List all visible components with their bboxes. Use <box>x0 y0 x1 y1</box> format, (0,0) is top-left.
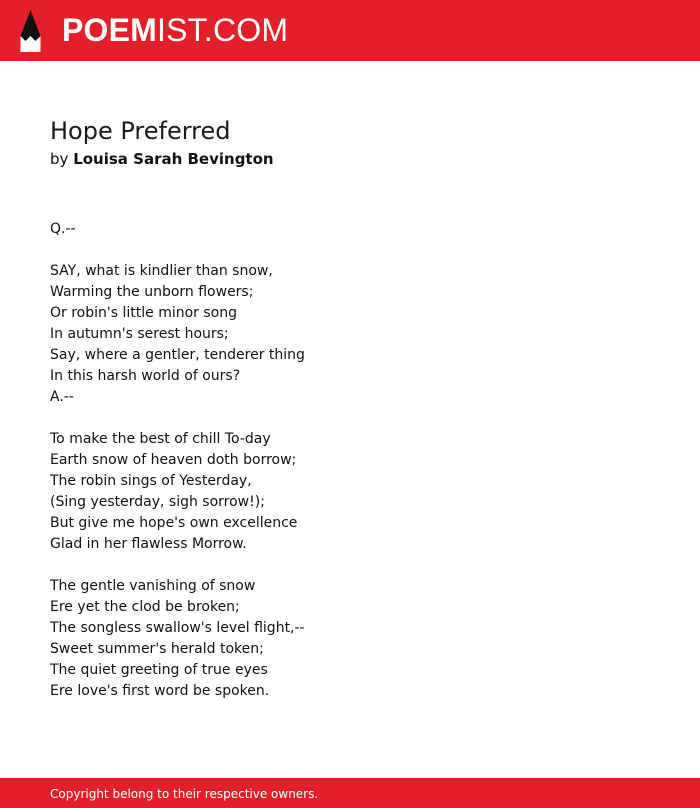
pencil-logo-icon[interactable] <box>18 10 43 52</box>
brand-strong-text: POEM <box>62 12 158 48</box>
poem-line: In this harsh world of ours? <box>50 368 241 384</box>
poem-line: Ere yet the clod be broken; <box>50 599 240 615</box>
site-footer <box>0 778 700 808</box>
poem-line: The gentle vanishing of snow <box>50 578 256 594</box>
poem-line <box>50 408 650 429</box>
by-prefix: by <box>50 150 69 168</box>
brand-light-text: IST.COM <box>157 12 289 48</box>
poem-line: The robin sings of Yesterday, <box>50 473 252 489</box>
poem-line: A.-- <box>50 389 74 405</box>
copyright-text: Copyright belong to their respective owners. <box>50 787 319 801</box>
poem-line: But give me hope's own excellence <box>50 515 298 531</box>
poem-line: To make the best of chill To-day <box>50 431 271 447</box>
poem-line: The songless swallow's level flight,-- <box>50 620 305 636</box>
poem-line: Say, where a gentler, tenderer thing <box>50 347 305 363</box>
poem-line: Or robin's little minor song <box>50 305 237 321</box>
poem-line: In autumn's serest hours; <box>50 326 229 342</box>
poem-line: Sweet summer's herald token; <box>50 641 264 657</box>
poem-line <box>50 240 650 261</box>
poem-line <box>50 555 650 576</box>
poem-line: SAY, what is kindlier than snow, <box>50 263 273 279</box>
poem-body <box>50 219 650 702</box>
poem-line: Warming the unborn flowers; <box>50 284 254 300</box>
poem-line: (Sing yesterday, sigh sorrow!); <box>50 494 265 510</box>
site-logo-text[interactable] <box>62 11 288 49</box>
poem-line: Glad in her flawless Morrow. <box>50 536 247 552</box>
poem-line: The quiet greeting of true eyes <box>50 662 268 678</box>
poem-byline <box>50 148 274 170</box>
poem-line: Q.-- <box>50 221 76 237</box>
poem-title: Hope Preferred <box>50 117 231 145</box>
poem-author: Louisa Sarah Bevington <box>73 150 274 168</box>
poem-line: Ere love's first word be spoken. <box>50 683 270 699</box>
poem-line: Earth snow of heaven doth borrow; <box>50 452 297 468</box>
site-header <box>0 0 700 61</box>
